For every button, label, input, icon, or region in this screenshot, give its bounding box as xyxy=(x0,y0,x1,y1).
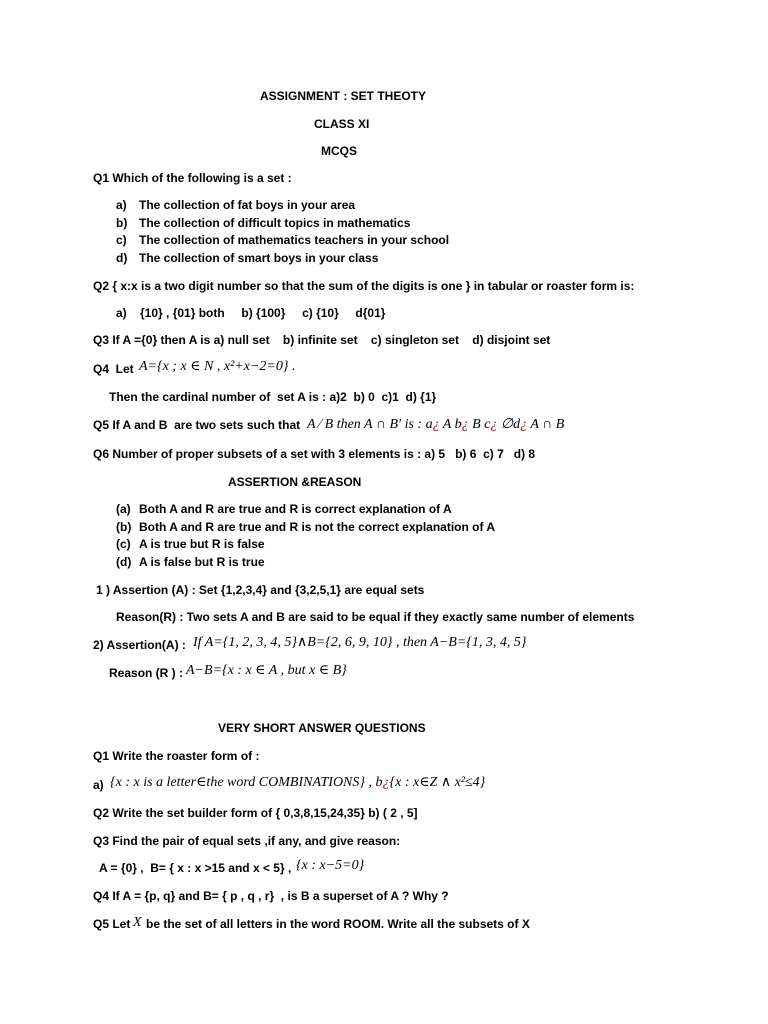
q5-math-d: ∅d xyxy=(497,417,521,432)
vsa-heading: VERY SHORT ANSWER QUESTIONS xyxy=(218,721,426,735)
q5-glyph-4: ¿ xyxy=(520,417,528,432)
vsa-q1a-math-a: {x : x is a letter∈the word COMBINATIONS} , b xyxy=(110,775,383,790)
q4-set-expression: A={x ; x ∈ N , x²+x−2=0} . xyxy=(139,359,296,374)
q1-option-c-label: c) xyxy=(116,233,127,247)
q1-option-b-label: b) xyxy=(116,216,128,230)
q1-option-a-label: a) xyxy=(116,198,127,212)
class-label: CLASS XI xyxy=(314,117,370,131)
vsa-q5-variable: X xyxy=(133,915,142,930)
ar-option-c: A is true but R is false xyxy=(139,537,265,551)
q1-option-a: The collection of fat boys in your area xyxy=(139,198,356,212)
q5-math-c: B c xyxy=(468,417,491,432)
assignment-title: ASSIGNMENT : SET THEOTY xyxy=(260,89,427,103)
q5-expression xyxy=(307,418,564,432)
assertion-1: 1 ) Assertion (A) : Set {1,2,3,4} and {3,2,5,1} are equal sets xyxy=(96,583,425,597)
mcq-q1: Q1 Which of the following is a set : xyxy=(93,171,292,185)
mcq-q2: Q2 { x:x is a two digit number so that the sum of the digits is one } in tabular or roaster form is: xyxy=(93,279,635,293)
ar-option-b-label: (b) xyxy=(116,520,132,534)
reason-2-expression: A−B={x : x ∈ A , but x ∈ B} xyxy=(186,663,347,678)
ar-option-d-label: (d) xyxy=(116,555,132,569)
ar-option-b: Both A and R are true and R is not the correct explanation of A xyxy=(139,520,496,534)
ar-option-a-label: (a) xyxy=(116,502,131,516)
ar-option-a: Both A and R are true and R is correct explanation of A xyxy=(139,502,452,516)
ar-option-c-label: (c) xyxy=(116,537,131,551)
mcq-q5-prefix: Q5 If A and B are two sets such that xyxy=(93,418,301,432)
vsa-q5-text: be the set of all letters in the word ROOM. Write all the subsets of X xyxy=(146,917,530,931)
vsa-q3: Q3 Find the pair of equal sets ,if any, and give reason: xyxy=(93,834,401,848)
vsa-q2: Q2 Write the set builder form of { 0,3,8,15,24,35} b) ( 2 , 5] xyxy=(93,806,418,820)
q5-glyph-3: ¿ xyxy=(490,417,498,432)
assertion-2-prefix: 2) Assertion(A) : xyxy=(93,638,186,652)
q5-math-e: A ∩ B xyxy=(527,417,565,432)
vsa-q1a-expression xyxy=(110,776,485,790)
mcq-q6: Q6 Number of proper subsets of a set with 3 elements is : a) 5 b) 6 c) 7 d) 8 xyxy=(93,447,536,461)
q5-glyph-1: ¿ xyxy=(432,417,440,432)
q5-math-a: A ⁄ B then A ∩ B′ is : a xyxy=(307,417,433,432)
vsa-q5-prefix: Q5 Let xyxy=(93,917,131,931)
mcq-q3: Q3 If A ={0} then A is a) null set b) infinite set c) singleton set d) disjoint set xyxy=(93,333,551,347)
vsa-q4: Q4 If A = {p, q} and B= { p , q , r} , is B a superset of A ? Why ? xyxy=(93,889,449,903)
q1-option-d: The collection of smart boys in your class xyxy=(139,251,379,265)
section-mcqs: MCQS xyxy=(321,144,357,158)
q1-option-b: The collection of difficult topics in mathematics xyxy=(139,216,411,230)
vsa-q1: Q1 Write the roaster form of : xyxy=(93,749,260,763)
assertion-heading: ASSERTION &REASON xyxy=(228,475,362,489)
reason-2-prefix: Reason (R ) : xyxy=(109,666,184,680)
assertion-2-expression: If A={1, 2, 3, 4, 5}∧B={2, 6, 9, 10} , then A−B={1, 3, 4, 5} xyxy=(193,635,527,650)
mcq-q4-prefix: Q4 Let xyxy=(93,362,134,376)
q4-question-line: Then the cardinal number of set A is : a)2 b) 0 c)1 d) {1} xyxy=(109,390,437,404)
vsa-q1a-glyph: ¿ xyxy=(382,775,390,790)
q1-option-d-label: d) xyxy=(116,251,128,265)
reason-1: Reason(R) : Two sets A and B are said to be equal if they exactly same number of elements xyxy=(116,610,635,624)
vsa-q1a-label: a) xyxy=(93,778,104,792)
vsa-q1a-math-b: {x : x∈Z ∧ x²≤4} xyxy=(389,775,486,790)
q1-option-c: The collection of mathematics teachers in your school xyxy=(139,233,450,247)
vsa-q3-sets: A = {0} , B= { x : x >15 and x < 5} , xyxy=(99,861,292,875)
q5-math-b: A b xyxy=(439,417,462,432)
q5-glyph-2: ¿ xyxy=(461,417,469,432)
ar-option-d: A is false but R is true xyxy=(139,555,265,569)
q2-options: a) {10} , {01} both b) {100} c) {10} d{01} xyxy=(116,306,386,320)
vsa-q3-expression: {x : x−5=0} xyxy=(296,858,365,873)
